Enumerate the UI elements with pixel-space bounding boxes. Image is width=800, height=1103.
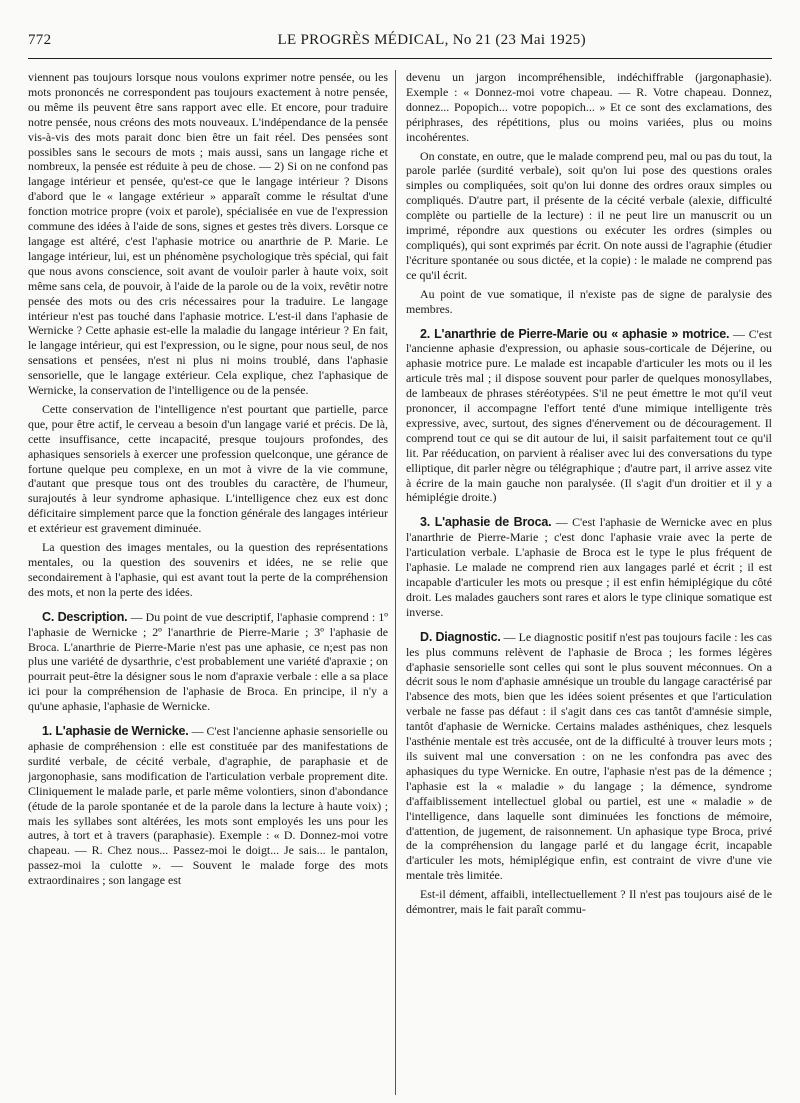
section-wernicke: [28, 724, 388, 888]
journal-title: LE PROGRÈS MÉDICAL, No 21 (23 Mai 1925): [277, 32, 586, 48]
section-heading: 1. L'aphasie de Wernicke.: [42, 724, 189, 739]
section-heading: 3. L'aphasie de Broca.: [420, 515, 552, 530]
section-heading: C. Description.: [42, 609, 128, 624]
section-anarthrie: [406, 327, 772, 506]
right-column: [406, 70, 772, 1095]
paragraph: Est-il dément, affaibli, intellectuellement ? Il n'est pas toujours aisé de le démontrer, mais le fait paraît commu-: [406, 887, 772, 917]
paragraph: On constate, en outre, que le malade comprend peu, mal ou pas du tout, la parole parlée (surdité verbale), soit qu'on lui pose des questions orales simples ou compliquées, soit qu'on lui donne des ordres oraux simples ou compliqués. D'autre part, il présente de la cécité verbale (alexie, difficulté complète ou partielle de la lecture) : il ne peut lire un manuscrit ou un imprimé, répondre aux questions ou exécuter les ordres (simples ou compliqués), qui sont exprimés par écrit. On note aussi de l'agraphie (étudier l'écriture spontanée ou sous dictée, et la copie) : le malade ne comprend pas ce qu'il écrit.: [406, 148, 772, 282]
column-divider: [395, 70, 396, 1095]
section-text: — C'est l'aphasie de Wernicke avec en plus l'anarthrie de Pierre-Marie ; c'est donc l'aphasie vraie avec la perte de l'articulation verbale. L'aphasie de Broca est le type le plus fréquent de l'aphasie. Le malade ne comprend rien aux langages parlé et écrit ; il est incapable d'articuler les mots ou presque ; il est enfin hémiplégique du côté droit. Les malades gauchers sont rares et alors le type clinique somatique est inverse.: [406, 515, 772, 619]
section-diagnostic: [406, 630, 772, 883]
header-rule: [28, 58, 772, 59]
paragraph: Au point de vue somatique, il n'existe pas de signe de paralysie des membres.: [406, 286, 772, 316]
section-text: — Du point de vue descriptif, l'aphasie comprend : 1º l'aphasie de Wernicke ; 2º l'anarthrie de Pierre-Marie ; 3º l'aphasie de Broca. L'anarthrie de Pierre-Marie n'est pas une aphasie, ce n;est pas non plus une variété de dysarthrie, c'est probablement une variété d'apraxie ; on pourrait peut-être la désigner sous le nom d'apraxie verbale : elle a sa place ici pour la compréhension de l'aphasie de Broca. En principe, il n'y a qu'une aphasie, l'aphasie de Wernicke.: [28, 609, 388, 714]
section-text: — Le diagnostic positif n'est pas toujours facile : les cas les plus communs relèvent de l'aphasie de Broca ; les formes légères d'aphasie sensorielle sont celles qui sont le plus souvent méconnues. On a décrit sous le nom d'aphasie amnésique un trouble du langage caractérisé par l'absence des mots, bien que les idées soient présentes et que l'articulation verbale ne fasse pas défaut : il s'agit dans ces cas tantôt d'amnésie simple, tantôt d'aphasie de Wernicke. Certains malades asthéniques, chez lesquels l'asthénie mentale est très accusée, ont de la difficulté à trouver leurs mots ; ils suivent mal une conversation : on ne les confondra pas avec des aphasiques du type Wernicke. En outre, l'aphasie n'est pas de la démence ; l'aphasie est la « maladie » du langage ; la démence, syndrome d'affaiblissement intellectuel global ou partiel, est une « maladie » de l'intelligence, dans laquelle sont diminuées les fonctions de mémoire, d'attention, de jugement, de raisonnement. Un aphasique type Broca, privé de la compréhension du langage parlé et du langage écrit, incapable d'articuler les mots, hémiplégique enfin, est contraint de vivre d'une vie mentale très limitée.: [406, 629, 772, 883]
section-heading: D. Diagnostic.: [420, 629, 501, 644]
section-text: — C'est l'ancienne aphasie sensorielle ou aphasie de compréhension : elle est constituée par des manifestations de surdité verbale, de cécité verbale, d'agraphie, de paraphasie et de jargonophasie, sans modification de l'articulation verbale proprement dite. Cliniquement le malade parle, et parle même volontiers, sinon d'abondance (étude de la parole spontanée et de la parole dans la lecture à haute voix) ; mais les syllabes sont altérées, les mots sont employés les uns pour les autres, à tort et à travers (paraphasie). Exemple : « D. Donnez-moi votre chapeau. — R. Chez nous... Passez-moi le doigt... Je sais... le pantalon, passez-moi la culotte ». — Souvent le malade forge des mots extraordinaires ; son langage est: [28, 724, 388, 888]
page-number: 772: [28, 32, 52, 48]
paragraph: viennent pas toujours lorsque nous voulons exprimer notre pensée, ou les mots prononcés ne correspondent pas toujours exactement à notre pensée, ou même ils peuvent être sans rapport avec elle. Et encore, pour traduire notre pensée, nous créons des mots nouveaux. L'indépendance de la pensée vis-à-vis des mots parait donc bien être un fait réel. Des pensées sont possibles sans le secours de mots ; mais aussi, sans un langage riche et nombreux, la pensée est réduite à peu de chose. — 2) Si on ne confond pas langage intérieur et pensée, qu'est-ce que le langage intérieur ? Disons d'abord que le « langage extérieur » apparaît comme le résultat d'une fonction motrice propre (voix et parole), spécialisée en vue de l'expression commune des idées à l'aide de sons, signes et gestes très divers. Lorsque ce langage est altéré, c'est l'aphasie motrice ou anarthrie de P. Marie. Le langage intérieur, lui, est un phénomène psychologique très spécial, qui fait que nous avons conscience, soit avant de vouloir parler à haute voix, soit même sans cela, de pouvoir, à l'aide de la parole ou de la voix, revêtir notre pensée des mots ou des cris nécessaires pour la traduire. Le langage intérieur n'est pas touché dans l'aphasie motrice. L'est-il dans l'aphasie de Wernicke ? Cette aphasie est-elle la maladie du langage intérieur ? En fait, le langage intérieur, qui est l'expression, ou le signe, pour nous seul, de nos sensations et pensées, n'est ni plus ni moins troublé, dans l'aphasie sensorielle, que le langage extérieur. Cela explique, chez l'aphasique de Wernicke, la conservation de l'intelligence ou de la pensée.: [28, 70, 388, 398]
running-header: [28, 32, 772, 56]
section-broca: [406, 515, 772, 619]
paragraph: devenu un jargon incompréhensible, indéchiffrable (jargonaphasie). Exemple : « Donnez-moi votre chapeau. — R. Votre chapeau. Donnez, donnez... Popopich... votre popopich... » Et ce sont des exclamations, des périphrases, des répétitions, plus ou moins variées, plus ou moins incohérentes.: [406, 70, 772, 144]
section-heading: 2. L'anarthrie de Pierre-Marie ou « aphasie » motrice.: [420, 326, 730, 341]
paragraph: Cette conservation de l'intelligence n'est pourtant que partielle, parce que, pour être actif, le cerveau a besoin d'un langage varié et précis. De là, cette insuffisance, cette incapacité, presque toujours profondes, des aphasiques sensoriels à exercer une profession quelconque, une gérance de fortune quelque peu complexe, en un mot à vivre de la vie commune, d'autant que presque tous ont des troubles du caractère, de l'humeur, surajoutés à leur syndrome aphasique. L'intelligence chez eux est donc déficitaire simplement parce que la fonction générale des langages intérieur et extérieur est gravement diminuée.: [28, 401, 388, 536]
left-column: [28, 70, 388, 1095]
section-description: [28, 610, 388, 714]
section-text: — C'est l'ancienne aphasie d'expression, ou aphasie sous-corticale de Déjerine, ou aphasie motrice pure. Le malade est incapable d'articuler les mots ou il les articule très mal ; il dispose souvent pour parler de quelques monosyllabes, de lambeaux de phrases stéréotypées. S'il ne peut émettre le mot qu'il veut prononcer, il accompagne l'effort tenté d'une mimique intelligente très expressive, avec, surtout, des signes d'énervement ou de découragement. Il comprend tout ce qui se dit autour de lui, il saisit parfaitement tout ce qu'il lit. Par rééducation, on parvient à réaliser avec lui des conversations du type elliptique, dit parler nègre ou télégraphique ; d'autre part, il arrive assez vite à écrire de la main gauche non paralysée. (Il s'agit d'un droitier et il y a hémiplégie droite.): [406, 326, 772, 505]
paragraph: La question des images mentales, ou la question des représentations mentales, ou la question des souvenirs et idées, ne se relie que secondairement à l'aphasie, qui est avant tout la perte de la compréhension des mots, et non la perte des idées.: [28, 540, 388, 599]
